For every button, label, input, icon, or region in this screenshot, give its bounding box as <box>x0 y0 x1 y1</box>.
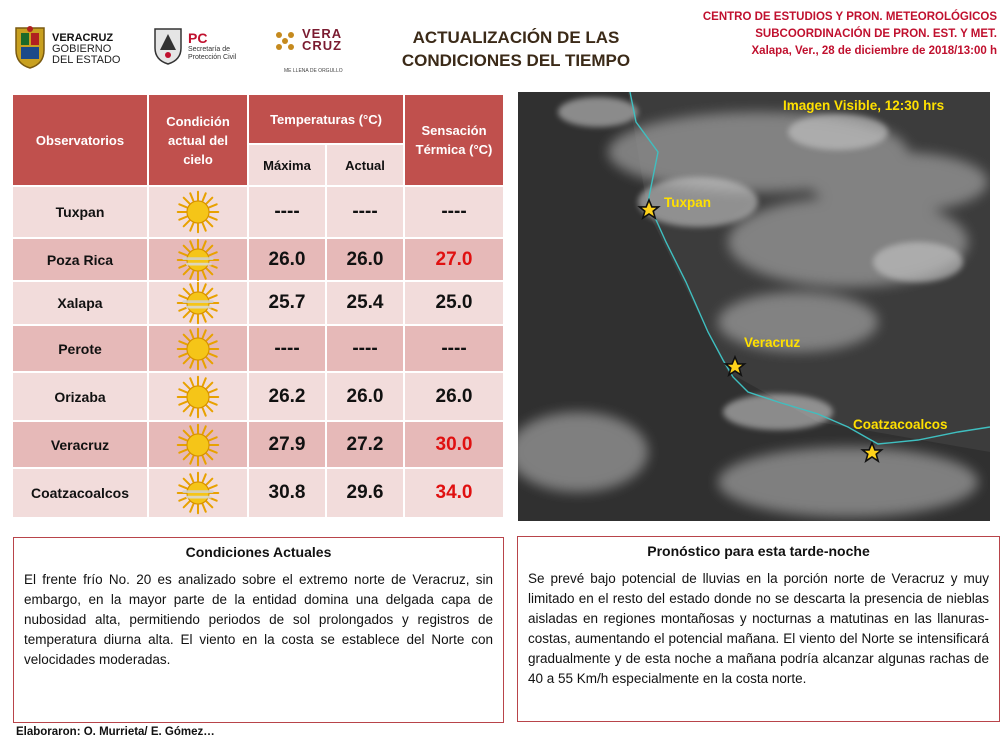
header-actual: Actual <box>326 144 404 186</box>
sun-icon <box>175 422 221 468</box>
thermal-sensation-cell: 34.0 <box>404 468 504 518</box>
header-observatorios: Observatorios <box>12 94 148 186</box>
max-temp-cell: 25.7 <box>248 281 326 325</box>
header-temperaturas: Temperaturas (°C) <box>248 94 404 144</box>
sun-icon <box>175 374 221 420</box>
sky-condition-cell <box>148 468 248 518</box>
current-conditions-title: Condiciones Actuales <box>185 544 332 560</box>
observatory-name-cell: Veracruz <box>12 421 148 468</box>
sun-icon <box>175 326 221 372</box>
report-date: Xalapa, Ver., 28 de diciembre de 2018/13:00 h <box>751 45 997 57</box>
max-temp-cell: 30.8 <box>248 468 326 518</box>
max-temp-cell: 26.0 <box>248 238 326 281</box>
observatory-name-cell: Orizaba <box>12 372 148 421</box>
veracruz-brand-logo <box>274 22 354 72</box>
proteccion-civil-logo <box>150 22 270 72</box>
header-maxima: Máxima <box>248 144 326 186</box>
veracruz-shield-icon <box>12 24 48 70</box>
thermal-sensation-cell: 30.0 <box>404 421 504 468</box>
center-info <box>677 9 997 60</box>
thermal-sensation-cell: ---- <box>404 186 504 238</box>
logos-strip <box>12 22 347 72</box>
max-temp-cell: 26.2 <box>248 372 326 421</box>
page-title <box>380 26 652 72</box>
sky-condition-cell <box>148 421 248 468</box>
label-veracruz: Veracruz <box>744 335 801 350</box>
sky-condition-cell <box>148 281 248 325</box>
forecast-box <box>517 536 1000 722</box>
observatory-name-cell: Poza Rica <box>12 238 148 281</box>
actual-temp-cell: 26.0 <box>326 372 404 421</box>
sun-with-haze-icon <box>175 280 221 326</box>
thermal-sensation-cell: 27.0 <box>404 238 504 281</box>
satellite-title: Imagen Visible, 12:30 hrs <box>783 98 945 113</box>
satellite-image <box>518 92 990 521</box>
sky-condition-cell <box>148 325 248 372</box>
label-coatzacoalcos: Coatzacoalcos <box>853 417 948 432</box>
actual-temp-cell: ---- <box>326 325 404 372</box>
logo-line: PC <box>188 30 208 46</box>
actual-temp-cell: 29.6 <box>326 468 404 518</box>
actual-temp-cell: 25.4 <box>326 281 404 325</box>
observatory-name-cell: Xalapa <box>12 281 148 325</box>
forecast-text: Se prevé bajo potencial de lluvias en la porción norte de Veracruz y muy limitado en el resto del estado donde no se descarta la presencia de nieblas aisladas en regiones montañosas y nocturnas a matutinas en las llanuras-costas, aumentando el potencial mañana. El viento del Norte se intensificará gradualmente y de esta noche a mañana podría alcanzar algunas rachas de 40 a 55 Km/h especialmente en la costa norte. <box>528 571 989 686</box>
logo-line: VERA <box>302 26 343 41</box>
logo-line: Protección Civil <box>188 54 237 61</box>
actual-temp-cell: 27.2 <box>326 421 404 468</box>
sky-condition-cell <box>148 238 248 281</box>
thermal-sensation-cell: 26.0 <box>404 372 504 421</box>
logo-line: VERACRUZ <box>52 32 114 44</box>
pc-shield-icon <box>152 26 184 66</box>
current-conditions-box <box>13 537 504 723</box>
observatory-name-cell: Perote <box>12 325 148 372</box>
max-temp-cell: 27.9 <box>248 421 326 468</box>
header-sensacion: Sensación Térmica (°C) <box>404 94 504 186</box>
observatories-table <box>12 94 504 518</box>
sun-with-haze-icon <box>175 470 221 516</box>
actual-temp-cell: 26.0 <box>326 238 404 281</box>
sky-condition-cell <box>148 372 248 421</box>
thermal-sensation-cell: 25.0 <box>404 281 504 325</box>
center-name: CENTRO DE ESTUDIOS Y PRON. METEOROLÓGICOS <box>702 11 997 23</box>
actual-temp-cell: ---- <box>326 186 404 238</box>
authors-credit: Elaboraron: O. Murrieta/ E. Gómez… <box>16 726 215 738</box>
title-line: ACTUALIZACIÓN DE LAS <box>412 28 620 47</box>
logo-line: Secretaría de <box>188 46 231 53</box>
logo-line: CRUZ <box>302 38 343 53</box>
subcoordination-name: SUBCOORDINACIÓN DE PRON. EST. Y MET. <box>755 28 997 40</box>
logo-tagline: ME LLENA DE ORGULLO <box>284 68 343 74</box>
max-temp-cell: ---- <box>248 325 326 372</box>
sun-icon <box>175 189 221 235</box>
observatory-name-cell: Coatzacoalcos <box>12 468 148 518</box>
current-conditions-text: El frente frío No. 20 es analizado sobre el extremo norte de Veracruz, sin embargo, en la mayor parte de la entidad domina una delgada capa de nubosidad alta, permitiendo periodos de sol prolongados y registros de temperatura diurna alta. El viento en la costa se establece del Norte con velocidades moderadas. <box>24 572 493 667</box>
sky-condition-cell <box>148 186 248 238</box>
header-condicion: Condición actual del cielo <box>148 94 248 186</box>
max-temp-cell: ---- <box>248 186 326 238</box>
sun-with-haze-icon <box>175 237 221 283</box>
forecast-title: Pronóstico para esta tarde-noche <box>647 543 870 559</box>
veracruz-government-logo <box>12 22 142 72</box>
title-line: CONDICIONES DEL TIEMPO <box>401 51 631 70</box>
thermal-sensation-cell: ---- <box>404 325 504 372</box>
satellite-map-graphic <box>518 92 990 521</box>
logo-line: DEL ESTADO <box>52 54 121 66</box>
label-tuxpan: Tuxpan <box>664 195 711 210</box>
logo-line: GOBIERNO <box>52 43 112 55</box>
observatory-name-cell: Tuxpan <box>12 186 148 238</box>
